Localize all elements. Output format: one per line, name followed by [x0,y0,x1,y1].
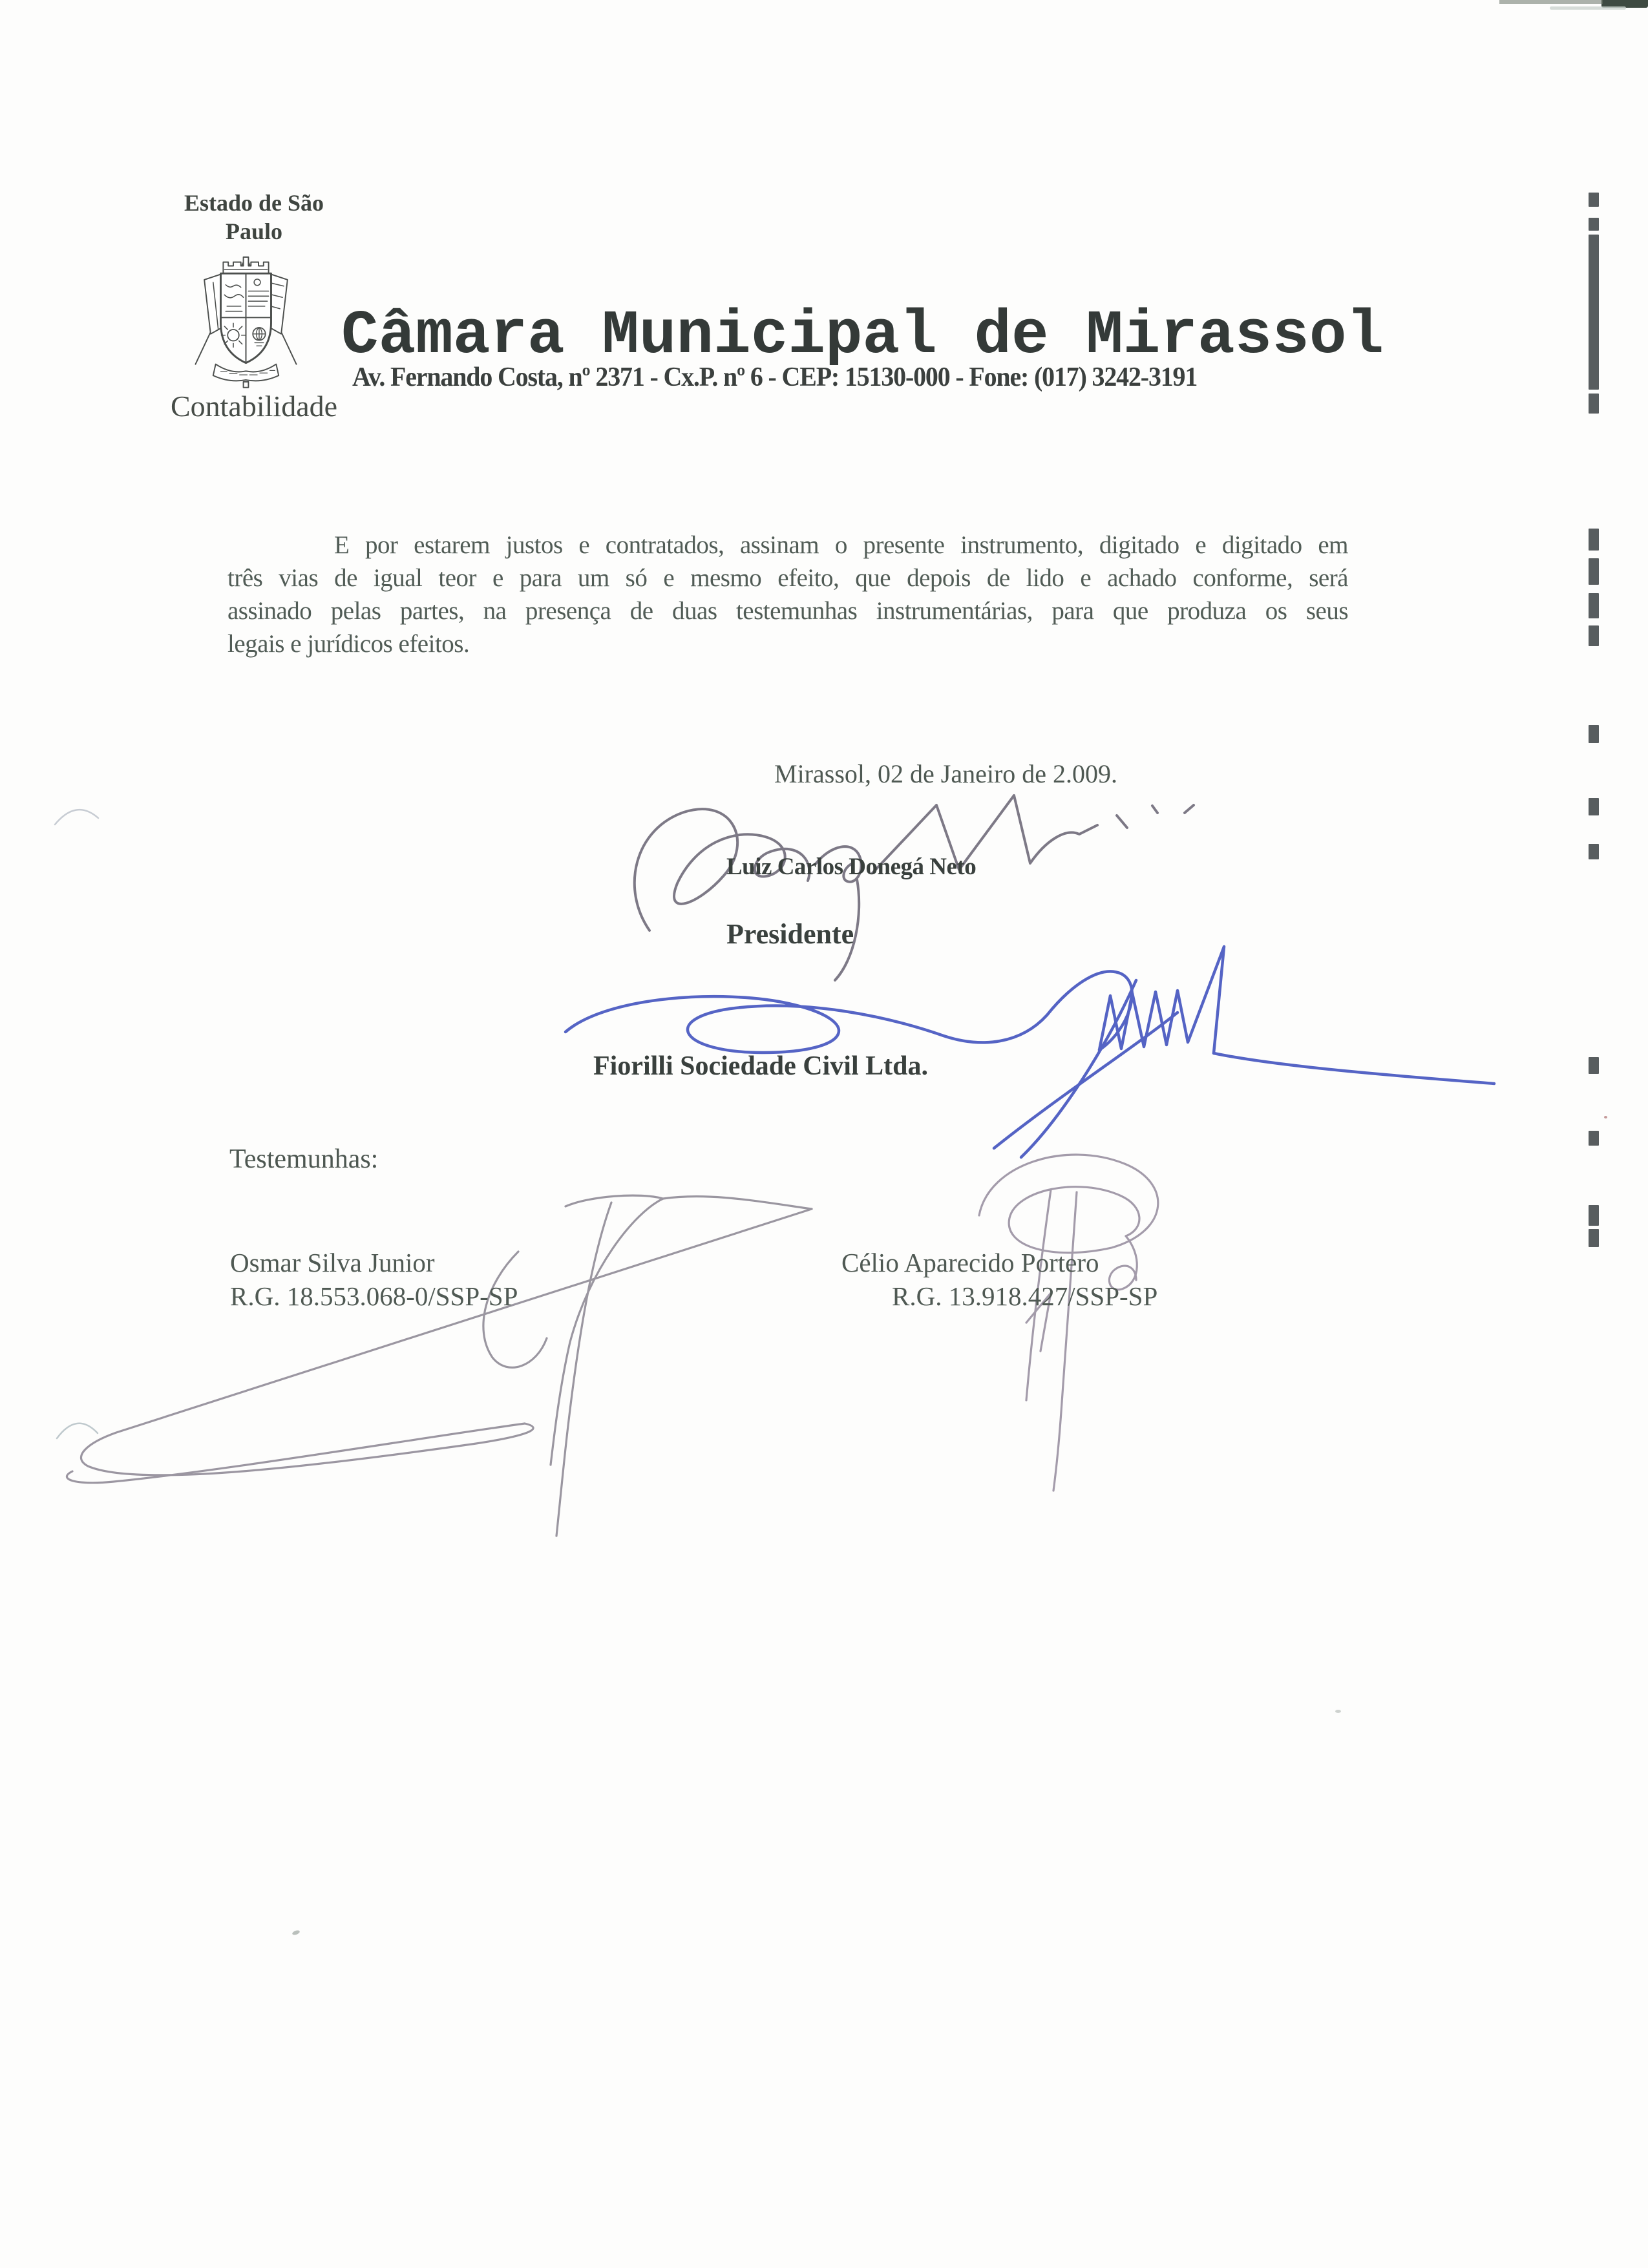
president-title: Presidente [726,918,854,950]
coat-of-arms-icon [183,240,309,392]
paragraph-line: legais e jurídicos efeitos. [227,630,470,658]
scan-mark [1589,1057,1599,1074]
scan-mark [1589,1131,1599,1146]
scan-mark [1589,625,1599,646]
witnesses-heading: Testemunhas: [229,1144,379,1174]
scan-arc-artifact [53,803,101,828]
state-label [164,189,344,246]
witness1-signature [26,1173,840,1548]
scan-edge-artifact [1499,0,1603,4]
state-line1: Estado de São [184,190,324,216]
witness1-id: R.G. 18.553.068-0/SSP-SP [230,1281,518,1311]
scan-mark [1589,235,1599,390]
witness2-signature [918,1128,1196,1502]
scan-mark [1589,218,1599,231]
paragraph-line: assinado pelas partes, na presença de duas testemunhas instrumentárias, para que produza os seus [227,597,1348,625]
org-title: Câmara Municipal de Mirassol [341,300,1384,371]
witness2-id: R.G. 13.918.427/SSP-SP [892,1281,1158,1311]
scan-speck [291,1929,300,1936]
scan-mark [1589,1205,1599,1226]
scan-mark [1589,394,1599,414]
scan-mark [1589,844,1599,859]
dateline: Mirassol, 02 de Janeiro de 2.009. [774,759,1118,788]
witness1-name: Osmar Silva Junior [230,1248,435,1277]
scan-edge-artifact [1550,6,1626,10]
paragraph-line: três vias de igual teor e para um só e mesmo efeito, que depois de lido e achado conforme, será [227,564,1348,592]
closing-paragraph [227,529,1348,660]
scan-mark [1589,593,1599,618]
witness2-name: Célio Aparecido Portero [841,1248,1099,1277]
org-address: Av. Fernando Costa, nº 2371 - Cx.P. nº 6 - CEP: 15130-000 - Fone: (017) 3242-3191 [352,362,1198,392]
scan-arc-artifact [55,1416,101,1442]
scan-speck [1604,1116,1607,1118]
scan-speck [1335,1710,1341,1713]
scan-mark [1589,1229,1599,1247]
scan-mark [1589,558,1599,585]
department-label: Contabilidade [170,390,338,423]
scan-mark [1589,798,1599,815]
company-name: Fiorilli Sociedade Civil Ltda. [593,1051,929,1081]
paragraph-line: E por estarem justos e contratados, assinam o presente instrumento, digitado e digitado em [334,531,1348,559]
scan-mark [1589,725,1599,743]
scan-mark [1589,529,1599,551]
president-name: Luiz Carlos Donegá Neto [726,854,977,880]
state-line2: Paulo [225,218,282,244]
scan-mark [1589,193,1599,207]
